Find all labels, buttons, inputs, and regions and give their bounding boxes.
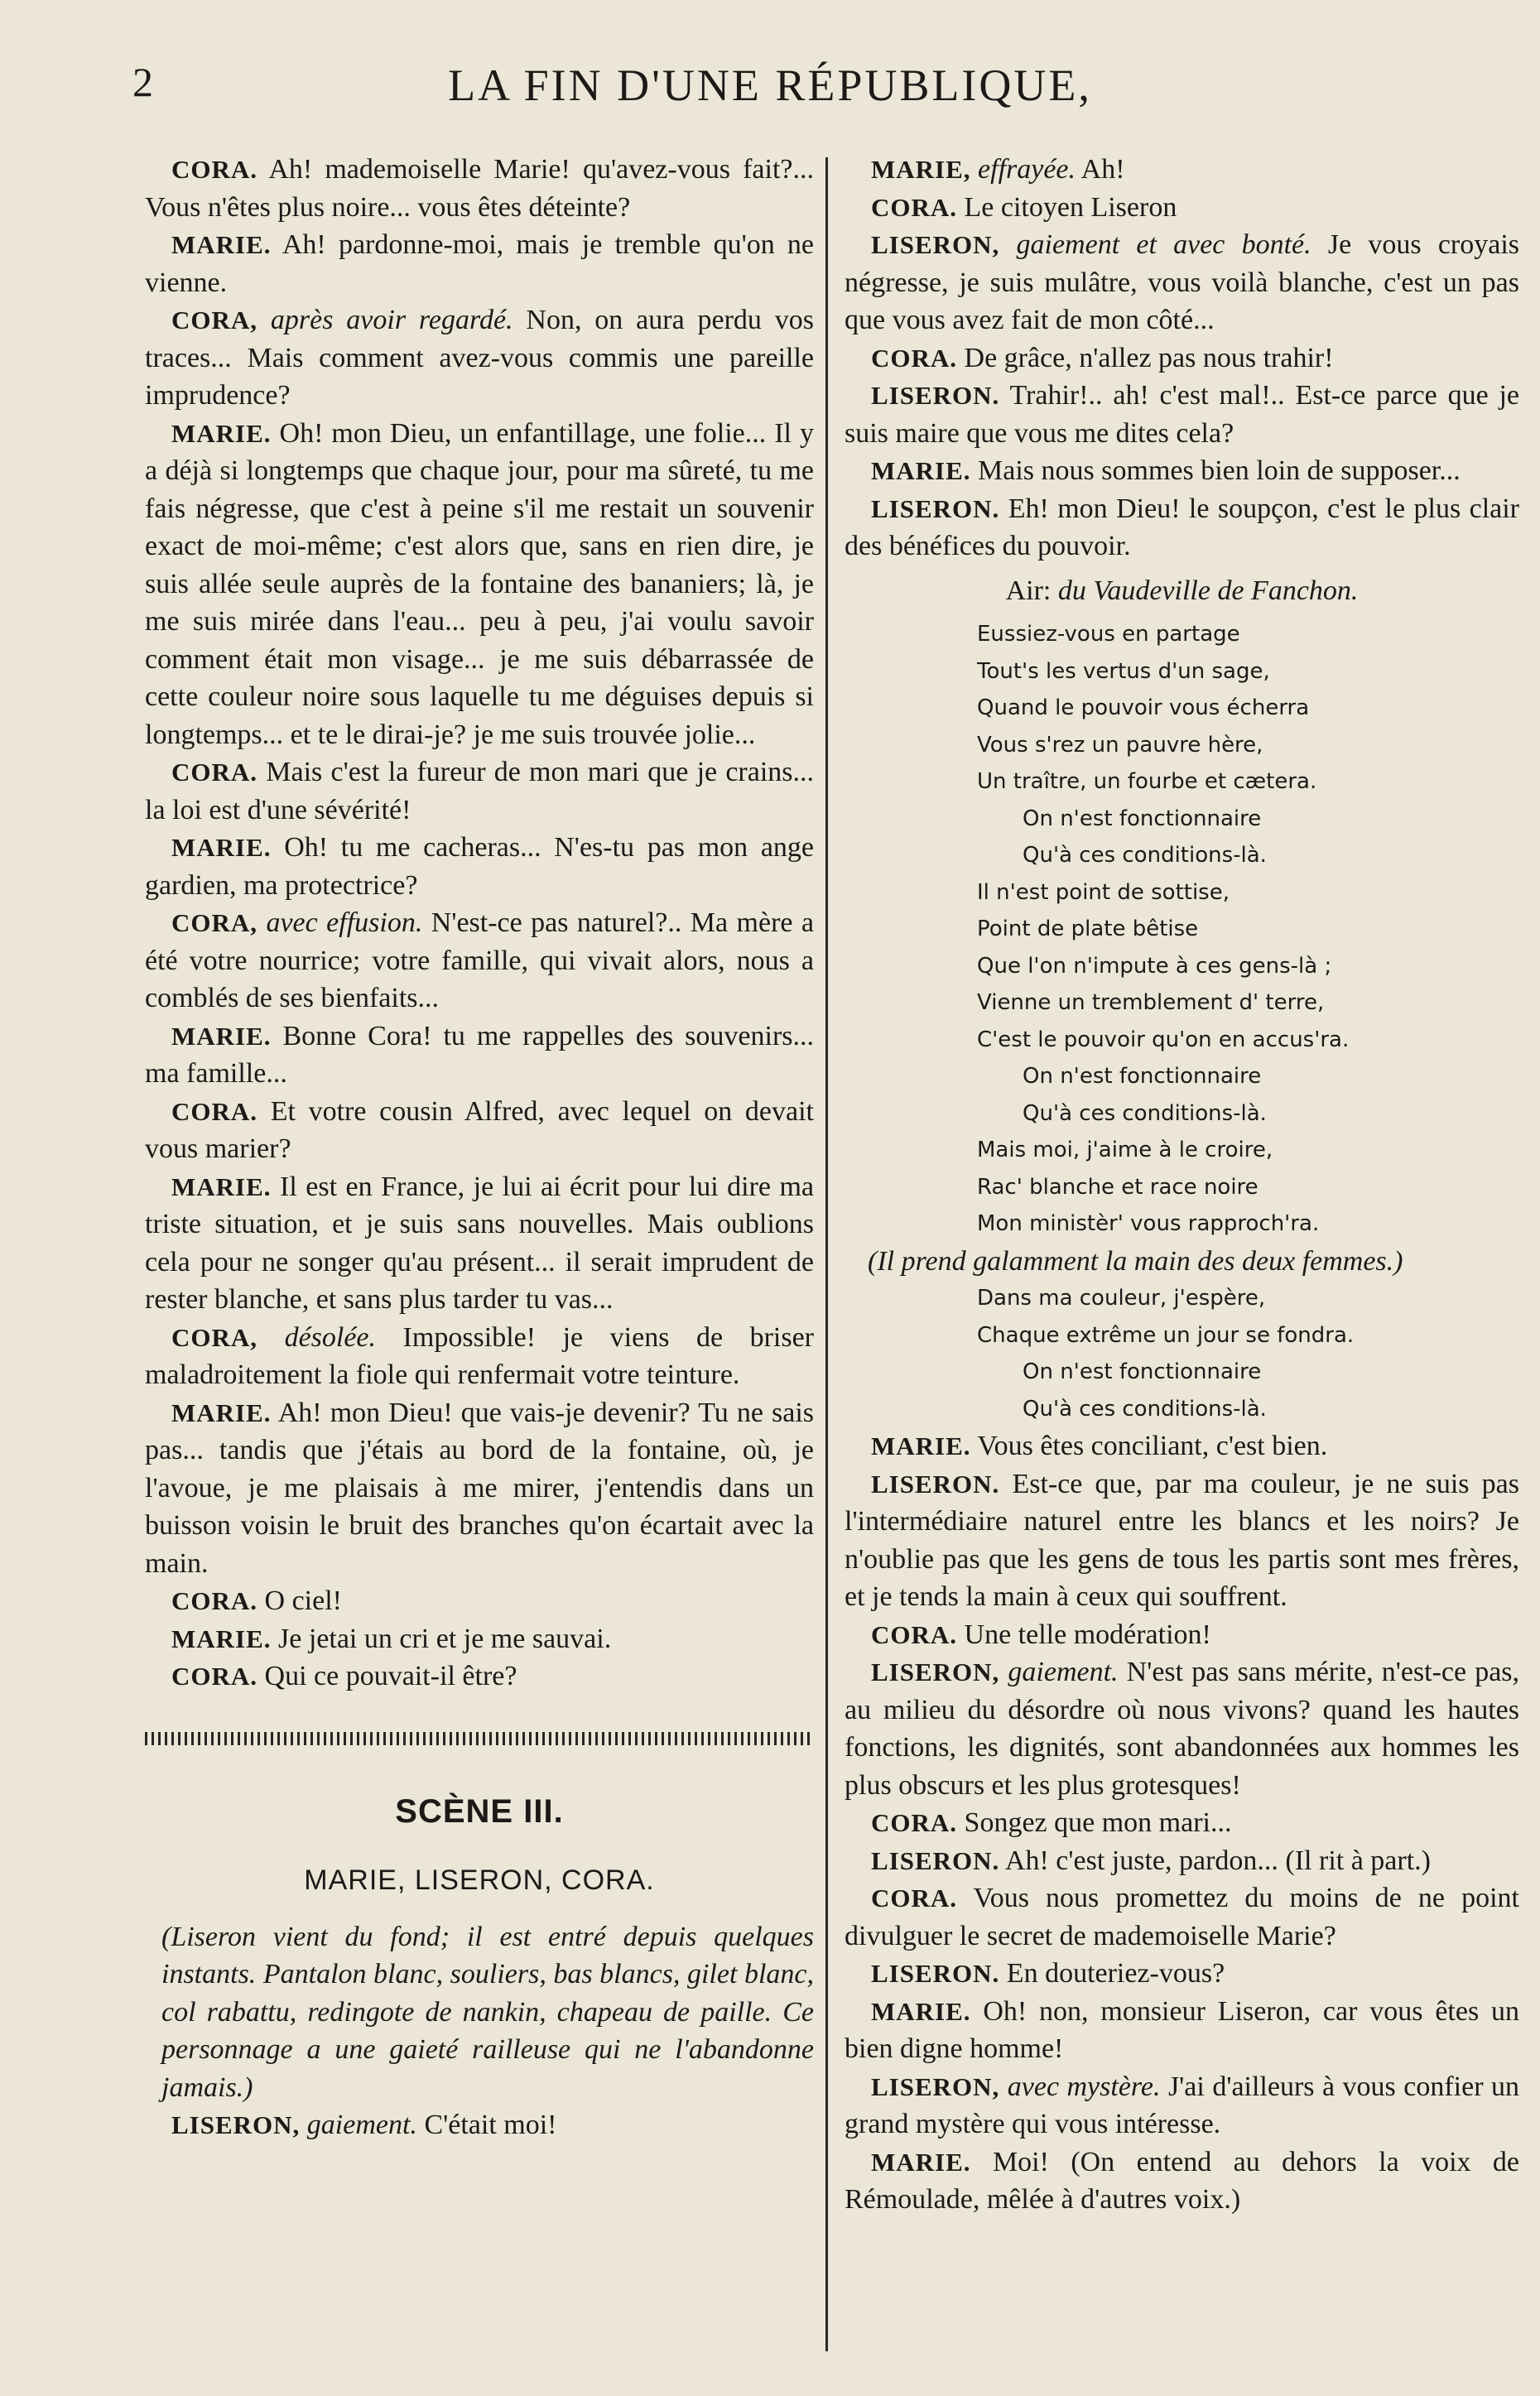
speech-text: Moi! (On entend au dehors la voix de Rémoulade, mêlée à d'autres voix.) — [845, 2146, 1519, 2215]
stage-direction: gaiement. — [306, 2110, 417, 2140]
right-column — [845, 151, 1519, 2219]
speech — [845, 490, 1519, 565]
speaker-name: LISERON, — [871, 1657, 1000, 1686]
speech-text: Non, on aura perdu vos traces... Mais comment avez-vous commis une pareille imprudence? — [145, 305, 815, 411]
speaker-name: MARIE. — [871, 1431, 971, 1460]
song-line: Qu'à ces conditions-là. — [1023, 843, 1267, 868]
speaker-name: LISERON. — [871, 381, 1000, 410]
speaker-name: CORA. — [871, 1619, 958, 1649]
speech-text: Oh! tu me cacheras... N'es-tu pas mon ange gardien, ma protectrice? — [145, 832, 814, 901]
stage-direction: après avoir regardé. — [270, 305, 513, 335]
page-number: 2 — [132, 59, 153, 105]
speech-text: Mais c'est la fureur de mon mari que je crains... la loi est d'une sévérité! — [145, 757, 815, 825]
song-line: Vous s'rez un pauvre hère, — [977, 732, 1263, 758]
speech — [145, 151, 814, 226]
speech-text: Oh! mon Dieu, un enfantillage, une folie... Il y a déjà si longtemps que chaque jour, pour ma sûreté, tu me fais négresse, que c'est à peine s'il me restait un souvenir exact de moi-même; c'est alors que, sans en rien dire, je suis allée seule auprès de la fontaine des bananiers; là, je me suis mirée dans l'eau... peu à peu, j'ai voulu savoir comment était mon visage... je me suis débarrassée de cette couleur noire sous laquelle tu me déguises depuis si longtemps... et te le dirai-je? je me suis trouvée jolie... — [145, 417, 814, 750]
song-lines-b — [845, 1280, 1519, 1427]
speaker-name: CORA. — [871, 343, 958, 373]
song-line: Point de plate bêtise — [977, 917, 1199, 941]
speaker-name: MARIE. — [171, 230, 272, 259]
running-title: LA FIN D'UNE RÉPUBLIQUE, — [448, 60, 1092, 110]
speech-text: Trahir!.. ah! c'est mal!.. Est-ce parce que je suis maire que vous me dites cela? — [845, 380, 1519, 449]
song-line: Dans ma couleur, j'espère, — [977, 1286, 1266, 1311]
speech-text: J'ai d'ailleurs à vous confier un grand mystère qui vous intéresse. — [845, 2071, 1519, 2139]
speech — [145, 226, 814, 301]
speech-text: Et votre cousin Alfred, avec lequel on devait vous marier? — [145, 1095, 815, 1164]
right-speeches-after-song — [845, 1427, 1519, 2219]
song-line: Quand le pouvoir vous écherra — [977, 695, 1310, 720]
speech — [845, 2068, 1519, 2143]
speaker-name: MARIE. — [171, 1624, 272, 1653]
speech-text: Eh! mon Dieu! le soupçon, c'est le plus clair des bénéfices du pouvoir. — [845, 493, 1519, 561]
speech-text: Oh! non, monsieur Liseron, car vous êtes un bien digne homme! — [845, 1995, 1519, 2064]
left-speeches — [145, 151, 814, 1696]
speech-text: N'est-ce pas naturel?.. Ma mère a été votre nourrice; votre famille, qui vivait alors, nous a comblés de ses bienfaits... — [145, 907, 815, 1013]
stage-direction: gaiement. — [1008, 1657, 1119, 1687]
scene-characters: MARIE, LISERON, CORA. — [304, 1864, 655, 1896]
speaker-name: LISERON. — [871, 1959, 1000, 1988]
speech — [145, 301, 814, 415]
speech-text: De grâce, n'allez pas nous trahir! — [964, 342, 1334, 373]
speech-text: Songez que mon mari... — [964, 1807, 1232, 1838]
speaker-name: CORA. — [171, 1586, 258, 1615]
speaker-name: MARIE. — [171, 833, 272, 862]
speech-text: Je vous croyais négresse, je suis mulâtre, vous voilà blanche, c'est un pas que vous avez fait de mon côté... — [845, 229, 1519, 335]
air-title — [845, 572, 1519, 610]
speaker-name: LISERON. — [871, 1845, 1000, 1875]
air-name: du Vaudeville de Fanchon. — [1057, 575, 1359, 606]
stage-direction: désolée. — [284, 1321, 377, 1353]
song-line: Eussiez-vous en partage — [977, 622, 1240, 647]
speaker-name: CORA, — [171, 908, 258, 937]
speech — [845, 2143, 1519, 2219]
speech — [145, 1582, 814, 1620]
ornament-rule — [145, 1732, 812, 1745]
speech — [845, 1955, 1519, 1993]
song-lines-a — [845, 616, 1519, 1243]
speech — [145, 415, 814, 754]
stage-direction: avec effusion. — [266, 907, 423, 938]
song-line: C'est le pouvoir qu'on en accus'ra. — [977, 1027, 1350, 1052]
speech-text: Est-ce que, par ma couleur, je ne suis pas l'intermédiaire naturel entre les blancs et les noirs? Je n'oublie pas que les gens de tous les partis sont mes frères, et je tends la main à ceux qui souffrent. — [845, 1468, 1519, 1612]
speech-text: Ah! c'est juste, pardon... (Il rit à part.) — [1004, 1845, 1431, 1876]
stage-direction: avec mystère. — [1007, 2071, 1161, 2102]
speech — [145, 1168, 814, 1319]
column-divider — [825, 157, 828, 2351]
speech — [145, 753, 814, 829]
speech — [845, 189, 1519, 227]
speaker-name: MARIE. — [871, 1996, 971, 2026]
speech — [845, 1653, 1519, 1804]
speech — [145, 1018, 814, 1093]
speaker-name: LISERON, — [871, 230, 1000, 259]
song-line: Un traître, un fourbe et cætera. — [977, 769, 1317, 794]
speaker-name: CORA. — [171, 1662, 258, 1691]
song-line: Que l'on n'impute à ces gens-là ; — [977, 953, 1332, 979]
speech-text: Le citoyen Liseron — [964, 191, 1177, 223]
speech — [845, 1879, 1519, 1955]
speaker-name: CORA, — [171, 306, 258, 334]
song-line: Il n'est point de sottise, — [977, 879, 1230, 905]
speech-text: Il est en France, je lui ai écrit pour lui dire ma triste situation, et je suis sans nouvelles. Mais oublions cela pour ne songer qu'au présent... il serait imprudent de rester blanche, et sans plus tarder tu vas... — [145, 1171, 815, 1315]
speaker-name: CORA. — [871, 1808, 958, 1837]
speaker-name: CORA. — [871, 192, 958, 222]
song-line: Chaque extrême un jour se fondra. — [977, 1322, 1355, 1348]
speaker-name: MARIE. — [171, 418, 272, 448]
speaker-name: MARIE. — [171, 1172, 272, 1201]
song-line: On n'est fonctionnaire — [1023, 1359, 1262, 1384]
speech-text: Vous êtes conciliant, c'est bien. — [977, 1431, 1328, 1461]
right-speeches-before-song — [845, 151, 1519, 565]
speech — [145, 1620, 814, 1658]
left-column — [145, 151, 814, 2144]
song-line: On n'est fonctionnaire — [1023, 806, 1262, 831]
scene-stage-direction: (Liseron vient du fond; il est entré depuis quelques instants. Pantalon blanc, souliers, bas blancs, gilet blanc, col rabattu, redingote de nankin, chapeau de paille. Ce personnage a une gaieté railleuse qui ne l'abandonne jamais.) — [161, 1921, 814, 2103]
speech — [145, 904, 814, 1018]
stage-direction: effrayée. — [978, 154, 1076, 185]
speech-text: Une telle modération! — [964, 1619, 1211, 1650]
speaker-name: MARIE, — [871, 155, 971, 184]
speech-text: Ah! mademoiselle Marie! qu'avez-vous fait?... Vous n'êtes plus noire... vous êtes déteinte? — [145, 154, 814, 223]
speaker-name: LISERON. — [871, 493, 1000, 523]
speaker-name: MARIE. — [871, 456, 971, 485]
speech-text: Vous nous promettez du moins de ne point divulguer le secret de mademoiselle Marie? — [845, 1883, 1520, 1951]
song-line: Rac' blanche et race noire — [977, 1174, 1258, 1200]
speech — [845, 1465, 1519, 1616]
speech — [845, 1804, 1519, 1842]
stage-direction: gaiement et avec bonté. — [1016, 229, 1311, 260]
song-line: Mais moi, j'aime à le croire, — [977, 1138, 1273, 1162]
speech-text: Bonne Cora! tu me rappelles des souvenirs... ma famille... — [145, 1020, 814, 1089]
speech-text: Je jetai un cri et je me sauvai. — [278, 1623, 612, 1654]
speaker-name: CORA. — [871, 1884, 958, 1912]
speech-text: Mais nous sommes bien loin de supposer... — [978, 455, 1461, 486]
speaker-name: LISERON, — [171, 2110, 301, 2139]
speaker-name: MARIE. — [171, 1021, 272, 1051]
song-line: On n'est fonctionnaire — [1023, 1064, 1262, 1089]
speech — [845, 1842, 1519, 1880]
speaker-name: CORA. — [171, 1096, 258, 1126]
scene-title: SCÈNE III. — [395, 1792, 564, 1830]
speech — [845, 1616, 1519, 1654]
speech — [145, 2106, 814, 2144]
song-line: Qu'à ces conditions-là. — [1023, 1396, 1267, 1422]
song-line: Mon ministèr' vous rapproch'ra. — [977, 1211, 1320, 1236]
speech-text: Ah! pardonne-moi, mais je tremble qu'on ne vienne. — [145, 229, 815, 298]
speech-text: Qui ce pouvait-il être? — [264, 1661, 517, 1691]
speech — [145, 1657, 814, 1696]
speaker-name: LISERON. — [871, 1469, 1000, 1499]
speech — [845, 1427, 1519, 1465]
speech — [145, 1394, 814, 1583]
speaker-name: MARIE. — [171, 1398, 272, 1427]
speech — [145, 1319, 814, 1394]
speaker-name: MARIE. — [871, 2147, 971, 2177]
speech — [145, 1093, 814, 1168]
speech — [845, 339, 1519, 378]
speech — [845, 1993, 1519, 2068]
speech — [845, 226, 1519, 339]
song-line: Tout's les vertus d'un sage, — [977, 658, 1270, 684]
air-label: Air: — [1005, 575, 1052, 606]
speech — [845, 151, 1519, 189]
speech — [845, 452, 1519, 490]
speech-text: Ah! — [1080, 154, 1125, 185]
speech-text: Ah! mon Dieu! que vais-je devenir? Tu ne sais pas... tandis que j'étais au bord de la fontaine, où, je l'avoue, je me plaisais à me mirer, j'entendis dans un buisson voisin le bruit des branches qu'on écartait avec la main. — [145, 1397, 815, 1579]
speech-text: Impossible! je viens de briser maladroitement la fiole qui renfermait votre teinture. — [145, 1321, 814, 1390]
speech-text: C'était moi! — [424, 2110, 557, 2140]
speech — [145, 829, 814, 904]
speaker-name: CORA. — [171, 155, 258, 184]
song-stage-direction: (Il prend galamment la main des deux femmes.) — [868, 1245, 1403, 1277]
speech-text: En douteriez-vous? — [1006, 1958, 1225, 1989]
speech-text: N'est pas sans mérite, n'est-ce pas, au milieu du désordre où nous vivons? quand les hautes fonctions, les dignités, sont abandonnées aux hommes les plus obscurs et les plus grotesques! — [845, 1657, 1520, 1801]
speaker-name: CORA, — [171, 1322, 258, 1352]
speech — [845, 377, 1519, 452]
speaker-name: LISERON, — [871, 2071, 1000, 2101]
song-line: Vienne un tremblement d' terre, — [977, 990, 1325, 1015]
speaker-name: CORA. — [171, 758, 258, 787]
speech-text: O ciel! — [264, 1585, 342, 1616]
song-line: Qu'à ces conditions-là. — [1023, 1100, 1267, 1126]
